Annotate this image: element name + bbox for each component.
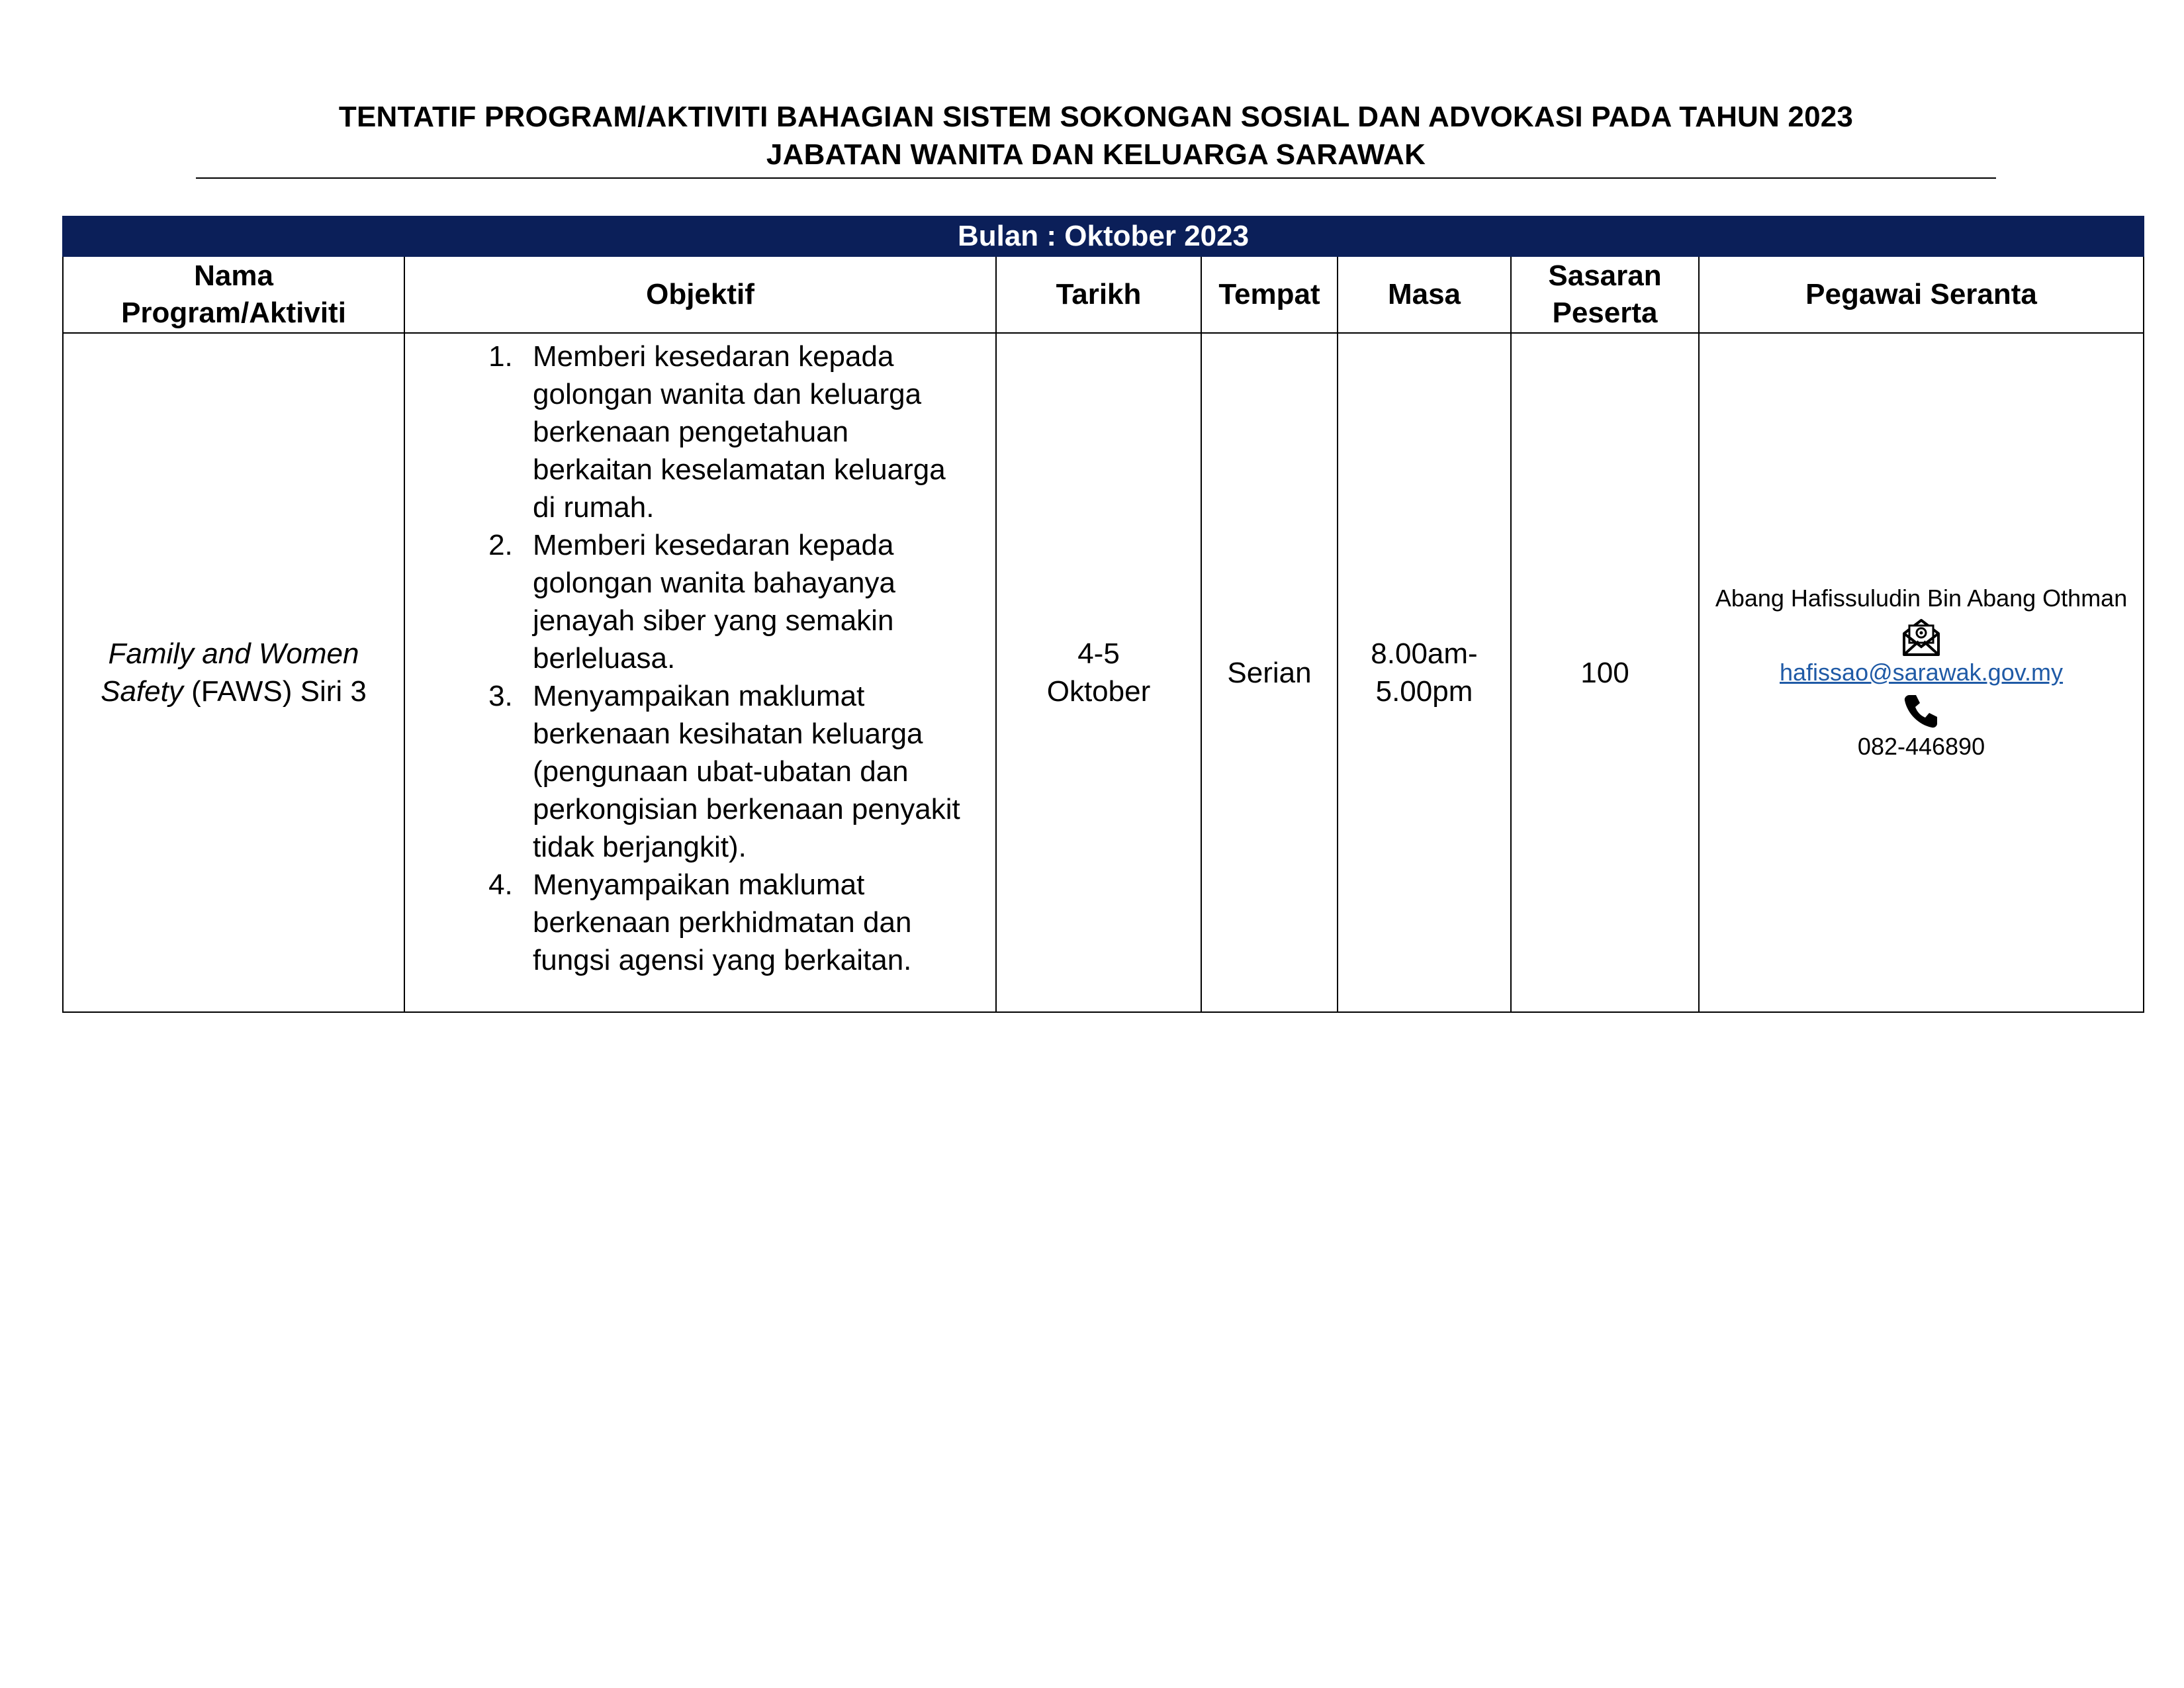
objektif-item: 2. Memberi kesedaran kepada golongan wanita bahayanya jenayah siber yang semakin berleluasa. (521, 526, 969, 677)
program-name-italic-2: Safety (101, 675, 183, 708)
objektif-list (405, 338, 969, 979)
objektif-item: 4. Menyampaikan maklumat berkenaan perkhidmatan dan fungsi agensi yang berkaitan. (521, 866, 969, 979)
header-divider (196, 177, 1996, 179)
month-bar: Bulan : Oktober 2023 (63, 216, 2144, 256)
email-link[interactable]: hafissao@sarawak.gov.my (1780, 659, 2064, 686)
column-header-row (63, 256, 2144, 333)
program-name-italic-1: Family and Women (108, 637, 359, 670)
email-icon (1700, 614, 2143, 657)
pegawai-cell (1699, 333, 2144, 1012)
col-header-objektif: Objektif (404, 256, 996, 333)
program-name-cell (63, 333, 404, 1012)
col-header-nama-line2: Program/Aktiviti (121, 297, 346, 329)
phone-number: 082-446890 (1857, 733, 1985, 760)
header-title-line1: TENTATIF PROGRAM/AKTIVITI BAHAGIAN SISTEM SOKONGAN SOSIAL DAN ADVOKASI PADA TAHUN 2023 (338, 101, 1854, 133)
tarikh-cell (996, 333, 1201, 1012)
col-header-nama-line1: Nama (194, 259, 273, 292)
objektif-item: 3. Menyampaikan maklumat berkenaan kesihatan keluarga (pengunaan ubat-ubatan dan perkongisian berkenaan penyakit tidak berjangkit). (521, 677, 969, 866)
header-title-line2: JABATAN WANITA DAN KELUARGA SARAWAK (766, 138, 1426, 171)
officer-name: Abang Hafissuludin Bin Abang Othman (1715, 585, 2128, 612)
col-header-masa: Masa (1338, 256, 1511, 333)
masa-cell (1338, 333, 1511, 1012)
sasaran-cell: 100 (1511, 333, 1699, 1012)
schedule-table (62, 216, 2144, 1013)
col-header-sasaran-line1: Sasaran (1548, 259, 1662, 292)
objektif-item: 1. Memberi kesedaran kepada golongan wanita dan keluarga berkenaan pengetahuan berkaitan keselamatan keluarga di rumah. (521, 338, 969, 526)
col-header-sasaran (1511, 256, 1699, 333)
col-header-nama (63, 256, 404, 333)
col-header-pegawai: Pegawai Seranta (1699, 256, 2144, 333)
tempat-cell: Serian (1201, 333, 1338, 1012)
phone-icon (1700, 688, 2143, 731)
masa-line1: 8.00am- (1371, 637, 1478, 670)
col-header-tempat: Tempat (1201, 256, 1338, 333)
col-header-sasaran-line2: Peserta (1552, 297, 1658, 329)
col-header-tarikh: Tarikh (996, 256, 1201, 333)
table-row (63, 333, 2144, 1012)
program-name-rest: (FAWS) Siri 3 (183, 675, 367, 708)
document-header (196, 98, 1996, 173)
objektif-cell (404, 333, 996, 1012)
masa-line2: 5.00pm (1375, 675, 1473, 708)
tarikh-line2: Oktober (1046, 675, 1151, 708)
tarikh-line1: 4-5 (1077, 637, 1120, 670)
